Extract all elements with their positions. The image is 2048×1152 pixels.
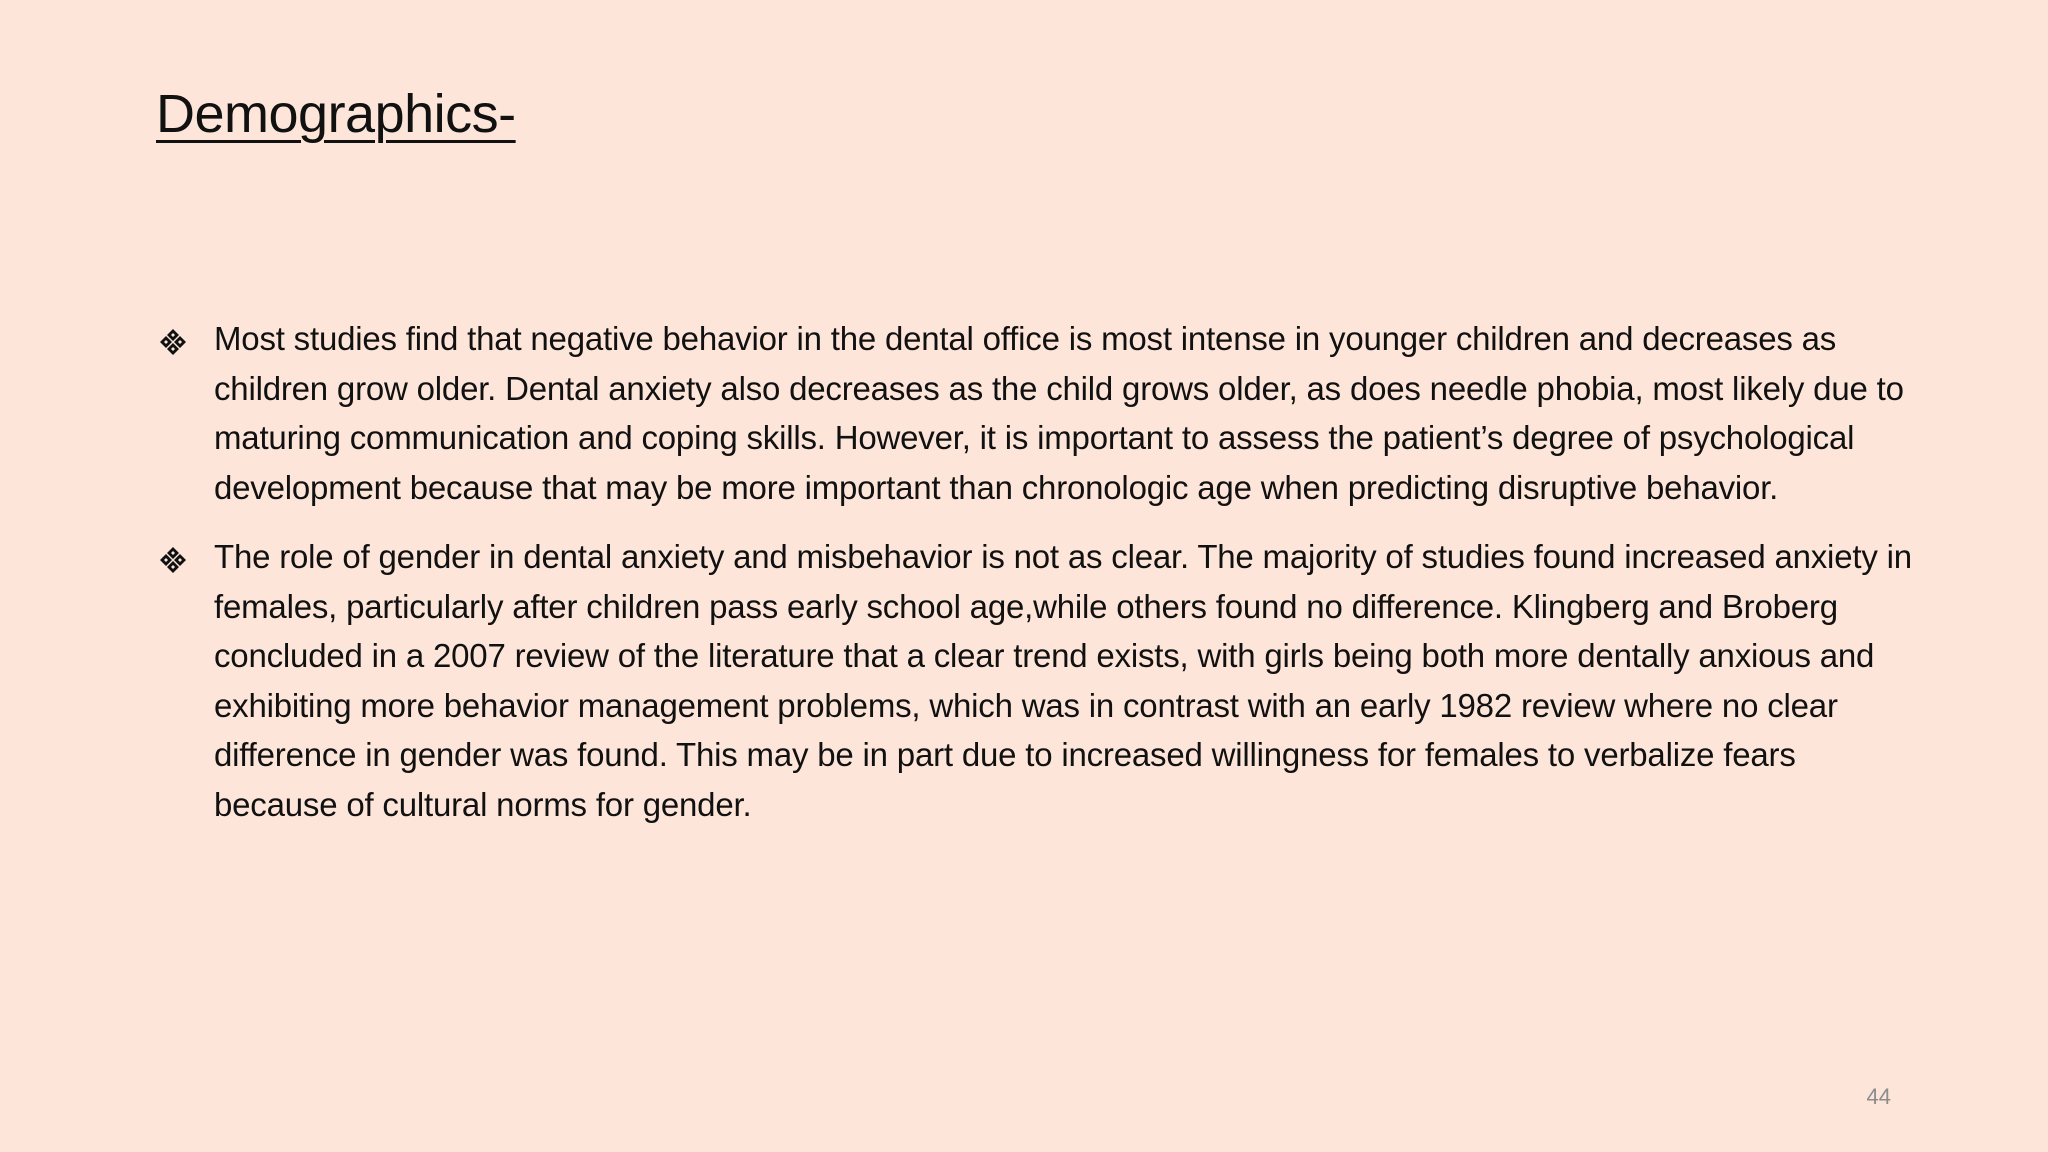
bullet-item xyxy=(156,532,1916,829)
bullet-text: Most studies find that negative behavior in the dental office is most intense in younger children and decreases as children grow older. Dental anxiety also decreases as the child grows older, as does needle phobia, most likely due to maturing communication and coping skills. However, it is important to assess the patient’s degree of psychological development because that may be more important than chronologic age when predicting disruptive behavior. xyxy=(214,320,1904,506)
bullet-list xyxy=(156,314,1916,849)
page-number: 44 xyxy=(1866,1084,1891,1109)
slide-title: Demographics- xyxy=(156,84,516,144)
four-diamond-bullet-icon xyxy=(158,327,188,357)
bullet-text: The role of gender in dental anxiety and misbehavior is not as clear. The majority of studies found increased anxiety in females, particularly after children pass early school age,while others found no difference. Klingberg and Broberg concluded in a 2007 review of the literature that a clear trend exists, with girls being both more dentally anxious and exhibiting more behavior management problems, which was in contrast with an early 1982 review where no clear difference in gender was found. This may be in part due to increased willingness for females to verbalize fears because of cultural norms for gender. xyxy=(214,538,1912,823)
four-diamond-bullet-icon xyxy=(158,545,188,575)
bullet-item xyxy=(156,314,1916,512)
